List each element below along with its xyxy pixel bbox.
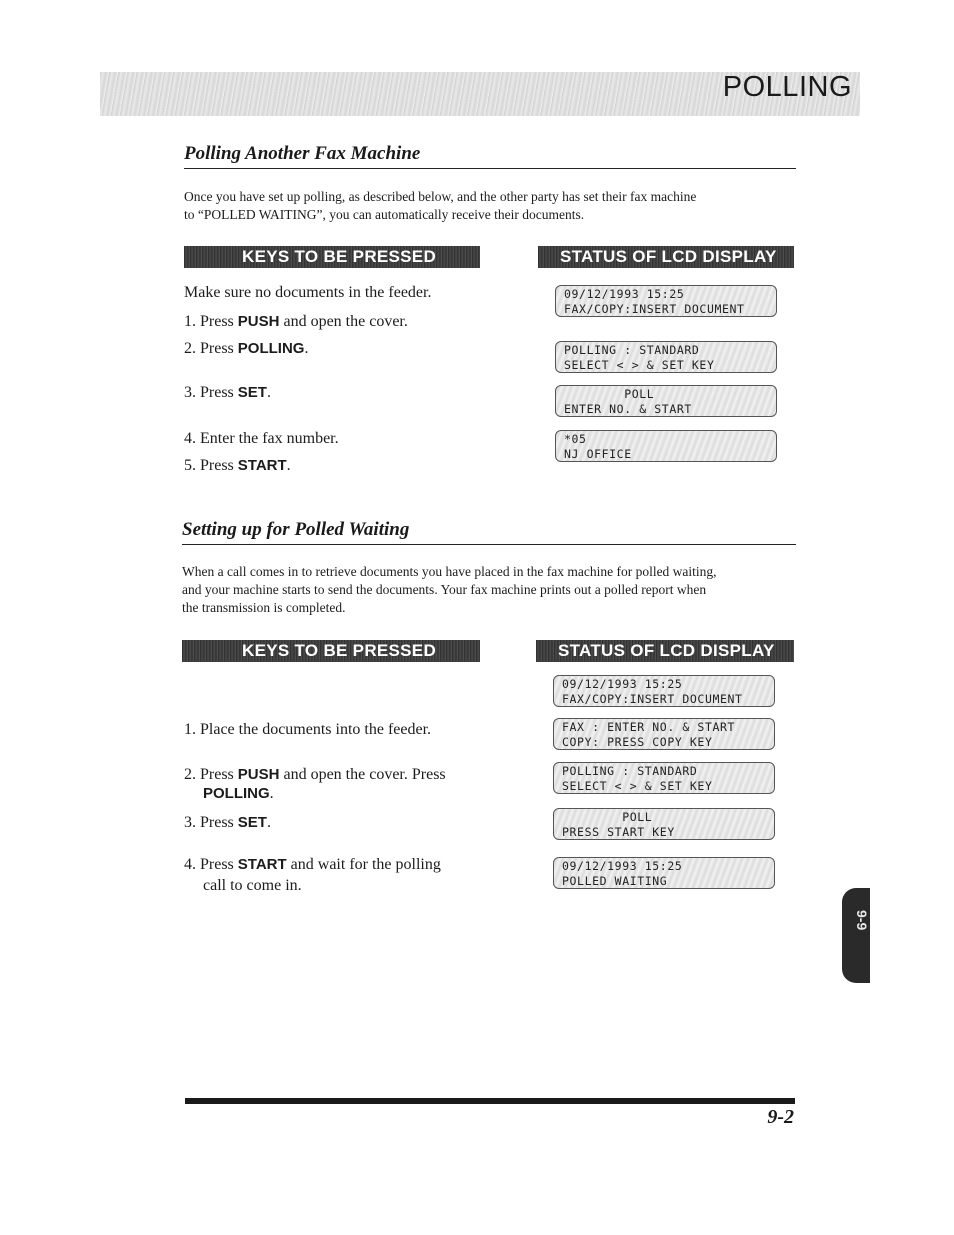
intro-line: Once you have set up polling, as described below, and the other party has set their fax machine [184, 189, 697, 204]
intro-line: to “POLLED WAITING”, you can automatically receive their documents. [184, 207, 585, 222]
lcd-display: 09/12/1993 15:25 FAX/COPY:INSERT DOCUMENT [555, 285, 777, 317]
bar-label: STATUS OF LCD DISPLAY [560, 247, 777, 266]
step-item: Make sure no documents in the feeder. [184, 284, 432, 301]
header-band [100, 72, 860, 116]
intro-paragraph [182, 563, 717, 617]
step-item: 1. Press PUSH and open the cover. [184, 313, 408, 330]
lcd-display: POLL PRESS START KEY [553, 808, 775, 840]
chapter-tab-label: 9-9 [854, 910, 870, 931]
step-item: 3. Press SET. [184, 814, 271, 831]
section-title-polling-another: Polling Another Fax Machine [184, 143, 421, 164]
chapter-title: POLLING [722, 71, 852, 103]
step-item: 4. Press START and wait for the polling [184, 856, 441, 873]
keys-to-be-pressed-bar [182, 640, 480, 662]
chapter-tab [842, 888, 870, 983]
footer-rule [185, 1098, 795, 1104]
lcd-display: 09/12/1993 15:25 FAX/COPY:INSERT DOCUMENT [553, 675, 775, 707]
keys-to-be-pressed-bar [184, 246, 480, 268]
intro-line: the transmission is completed. [182, 600, 346, 615]
status-of-lcd-display-bar [538, 246, 794, 268]
lcd-display: 09/12/1993 15:25 POLLED WAITING [553, 857, 775, 889]
status-of-lcd-display-bar [536, 640, 794, 662]
page-number: 9-2 [767, 1106, 794, 1128]
lcd-display: POLL ENTER NO. & START [555, 385, 777, 417]
intro-line: and your machine starts to send the documents. Your fax machine prints out a polled report when [182, 582, 707, 597]
intro-line: When a call comes in to retrieve documents you have placed in the fax machine for polled waiting, [182, 564, 717, 579]
lcd-display: FAX : ENTER NO. & START COPY: PRESS COPY KEY [553, 718, 775, 750]
bar-label: STATUS OF LCD DISPLAY [558, 641, 775, 660]
section-rule [184, 168, 796, 169]
section-title-polled-waiting: Setting up for Polled Waiting [182, 519, 410, 540]
step-item: 2. Press POLLING. [184, 340, 309, 357]
intro-paragraph [184, 188, 696, 224]
step-item: 2. Press PUSH and open the cover. Press [184, 766, 446, 783]
step-item: 5. Press START. [184, 457, 291, 474]
lcd-display: *05 NJ OFFICE [555, 430, 777, 462]
step-item: 3. Press SET. [184, 384, 271, 401]
lcd-display: POLLING : STANDARD SELECT < > & SET KEY [553, 762, 775, 794]
step-item: POLLING. [203, 785, 274, 802]
step-item: 1. Place the documents into the feeder. [184, 721, 432, 738]
step-item: 4. Enter the fax number. [184, 430, 339, 447]
step-item: call to come in. [203, 877, 302, 894]
bar-label: KEYS TO BE PRESSED [242, 641, 437, 660]
lcd-display: POLLING : STANDARD SELECT < > & SET KEY [555, 341, 777, 373]
bar-label: KEYS TO BE PRESSED [242, 247, 437, 266]
section-rule [182, 544, 796, 545]
